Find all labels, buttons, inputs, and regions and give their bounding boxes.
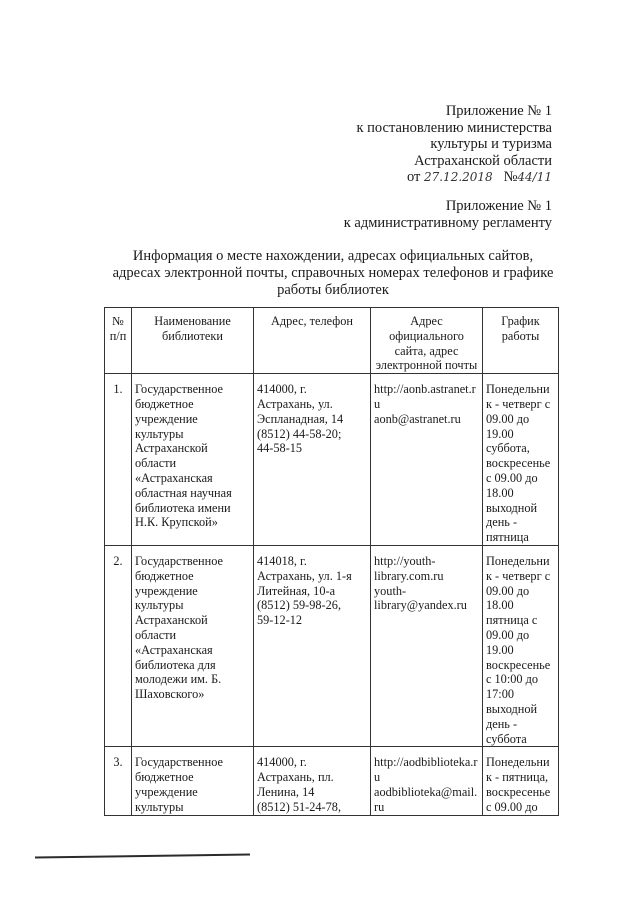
row-address: 414000, г. Астрахань, ул. Эспланадная, 14 (8512) 44-58-20; 44-58-15 <box>254 374 371 546</box>
header-name: Наименование библиотеки <box>132 308 254 374</box>
header-schedule: График работы <box>483 308 559 374</box>
row-address: 414018, г. Астрахань, ул. 1-я Литейная, 10-а (8512) 59-98-26, 59-12-12 <box>254 545 371 746</box>
table-row <box>105 747 559 815</box>
header-date-line <box>356 169 552 186</box>
header-line: к постановлению министерства <box>356 119 552 136</box>
header-num: № п/п <box>105 308 132 374</box>
row-schedule: Понедельни к - четверг с 09.00 до 19.00 суббота, воскресенье с 09.00 до 18.00 выходной день - пятница <box>483 374 559 546</box>
header-line: Астраханской области <box>414 152 552 169</box>
table-row <box>105 545 559 746</box>
date-prefix: от <box>406 169 421 185</box>
header-line: к административному регламенту <box>343 214 552 231</box>
number-prefix: № <box>503 169 518 185</box>
row-name: Государственное бюджетное учреждение культуры <box>132 747 254 815</box>
appendix-header-regulation <box>344 198 552 231</box>
row-address: 414000, г. Астрахань, пл. Ленина, 14 (8512) 51-24-78, <box>254 747 371 815</box>
handwritten-date: 27.12.2018 <box>423 170 493 184</box>
row-num: 2. <box>105 545 132 746</box>
handwritten-number: 44/11 <box>517 170 552 184</box>
header-site: Адрес официального сайта, адрес электронной почты <box>371 308 483 374</box>
libraries-table <box>104 307 559 816</box>
row-site: http://aodbiblioteka.r u aodbiblioteka@mail. ru <box>371 747 483 815</box>
scan-bottom-rule <box>35 853 250 858</box>
row-name: Государственное бюджетное учреждение культуры Астраханской области «Астраханская областная научная библиотека имени Н.К. Крупской» <box>132 374 254 546</box>
header-line: Приложение № 1 <box>445 198 552 214</box>
header-line: Приложение № 1 <box>445 103 552 119</box>
document-title: Информация о месте нахождении, адресах официальных сайтов, адресах электронной почты, справочных номерах телефонов и графике работы библиотек <box>112 248 554 298</box>
table-row <box>105 374 559 546</box>
row-num: 1. <box>105 374 132 546</box>
header-line: культуры и туризма <box>430 136 552 152</box>
row-schedule: Понедельни к - четверг с 09.00 до 18.00 пятница с 09.00 до 19.00 воскресенье с 10:00 до 17:00 выходной день - суббота <box>483 545 559 746</box>
row-schedule: Понедельни к - пятница, воскресенье с 09.00 до <box>483 747 559 815</box>
row-site: http://youth- library.com.ru youth- library@yandex.ru <box>371 545 483 746</box>
row-num: 3. <box>105 747 132 815</box>
row-name: Государственное бюджетное учреждение культуры Астраханской области «Астраханская библиотека для молодежи им. Б. Шаховского» <box>132 545 254 746</box>
appendix-header-decree <box>356 103 552 186</box>
table-header-row <box>105 308 559 374</box>
header-address: Адрес, телефон <box>254 308 371 374</box>
row-site: http://aonb.astranet.r u aonb@astranet.ru <box>371 374 483 546</box>
